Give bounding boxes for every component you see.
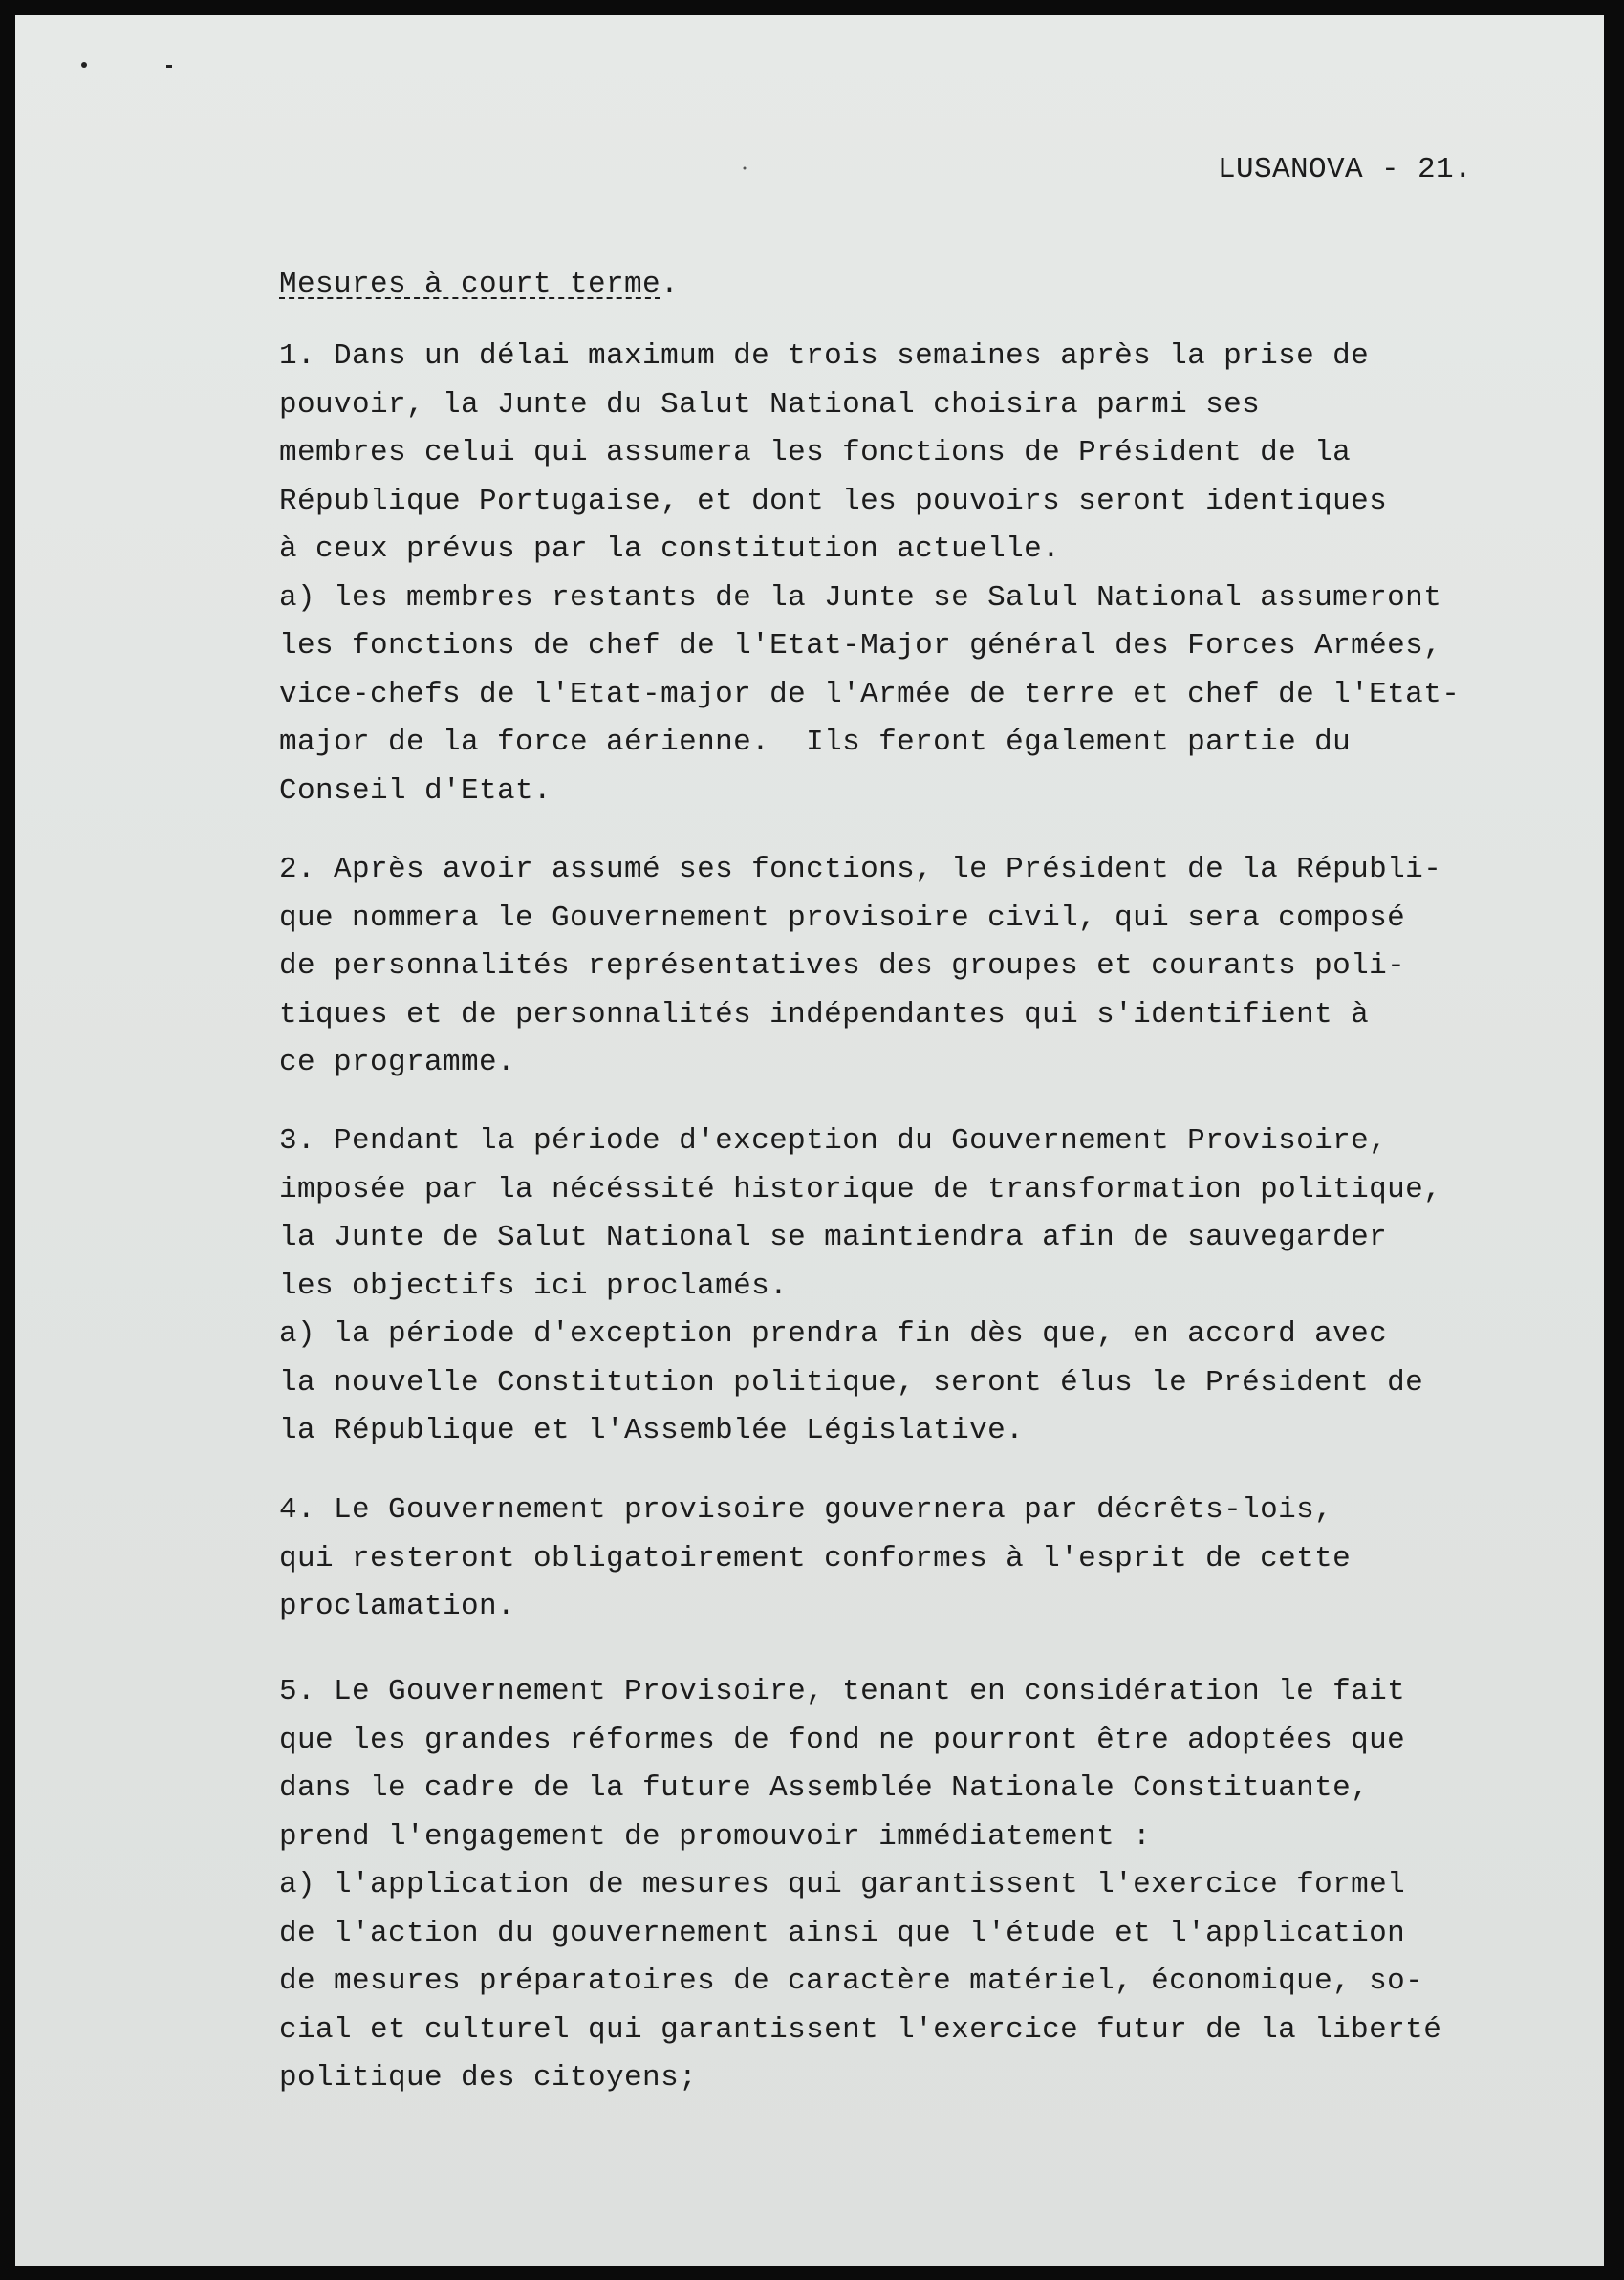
paragraph-line: les objectifs ici proclamés. [279,1269,789,1303]
paragraph-line: dans le cadre de la future Assemblée Nationale Constituante, [279,1771,1370,1805]
page-reference: LUSANOVA - 21. [1217,153,1472,186]
paragraph-line: cial et culturel qui garantissent l'exercice futur de la liberté [279,2012,1442,2047]
paragraph-line: 2. Après avoir assumé ses fonctions, le Président de la Républi- [279,853,1442,886]
paragraph-line: 4. Le Gouvernement provisoire gouvernera par décrêts-lois, [279,1493,1333,1527]
paragraph-line: de personnalités représentatives des groupes et courants poli- [279,949,1406,983]
paragraph-line: qui resteront obligatoirement conformes à l'esprit de cette [279,1541,1352,1575]
paragraph-line: a) les membres restants de la Junte se Salul National assumeront [279,580,1442,615]
document-page [15,15,1604,2266]
paragraph-line: 5. Le Gouvernement Provisoire, tenant en considération le fait [279,1675,1406,1708]
paragraph-line: que nommera le Gouvernement provisoire civil, qui sera composé [279,901,1406,935]
paragraph-line: ce programme. [279,1046,516,1079]
paragraph-line: de l'action du gouvernement ainsi que l'étude et l'application [279,1916,1406,1950]
paragraph-line: politique des citoyens; [279,2061,698,2095]
paragraph-line: République Portugaise, et dont les pouvoirs seront identiques [279,484,1388,518]
paragraph-line: a) l'application de mesures qui garantissent l'exercice formel [279,1868,1406,1901]
section-heading-label: Mesures à court terme [279,268,661,301]
paragraph-line: la République et l'Assemblée Législative. [279,1414,1025,1447]
paragraph-line: à ceux prévus par la constitution actuelle. [279,532,1061,566]
paragraph-line: major de la force aérienne. Ils feront également partie du [279,726,1352,759]
paragraph-line: la nouvelle Constitution politique, seront élus le Président de [279,1365,1424,1400]
paragraph-2 [279,846,1550,1088]
section-heading [279,268,679,301]
paragraph-line: tiques et de personnalités indépendantes qui s'identifient à [279,997,1370,1031]
paragraph-line: prend l'engagement de promouvoir immédiatement : [279,1819,1152,1854]
paragraph-1 [279,333,1550,815]
section-heading-end: . [660,268,680,301]
paragraph-line: Conseil d'Etat. [279,773,552,808]
paragraph-line: pouvoir, la Junte du Salut National choisira parmi ses [279,387,1261,422]
paragraph-line: proclamation. [279,1590,516,1623]
paragraph-line: vice-chefs de l'Etat-major de l'Armée de terre et chef de l'Etat- [279,677,1461,711]
paragraph-line: membres celui qui assumera les fonctions de Président de la [279,436,1352,469]
paragraph-line: de mesures préparatoires de caractère matériel, économique, so- [279,1965,1424,1998]
paragraph-line: a) la période d'exception prendra fin dès que, en accord avec [279,1317,1388,1351]
paragraph-line: les fonctions de chef de l'Etat-Major général des Forces Armées, [279,629,1442,662]
paragraph-line: la Junte de Salut National se maintiendra afin de sauvegarder [279,1221,1388,1254]
paragraph-5 [279,1668,1550,2103]
paragraph-line: 3. Pendant la période d'exception du Gouvernement Provisoire, [279,1124,1388,1158]
paragraph-line: 1. Dans un délai maximum de trois semaines après la prise de [279,339,1370,373]
paragraph-line: que les grandes réformes de fond ne pourront être adoptées que [279,1723,1406,1757]
paragraph-4 [279,1487,1550,1632]
paragraph-3 [279,1118,1550,1456]
paragraph-line: imposée par la nécéssité historique de transformation politique, [279,1172,1442,1206]
